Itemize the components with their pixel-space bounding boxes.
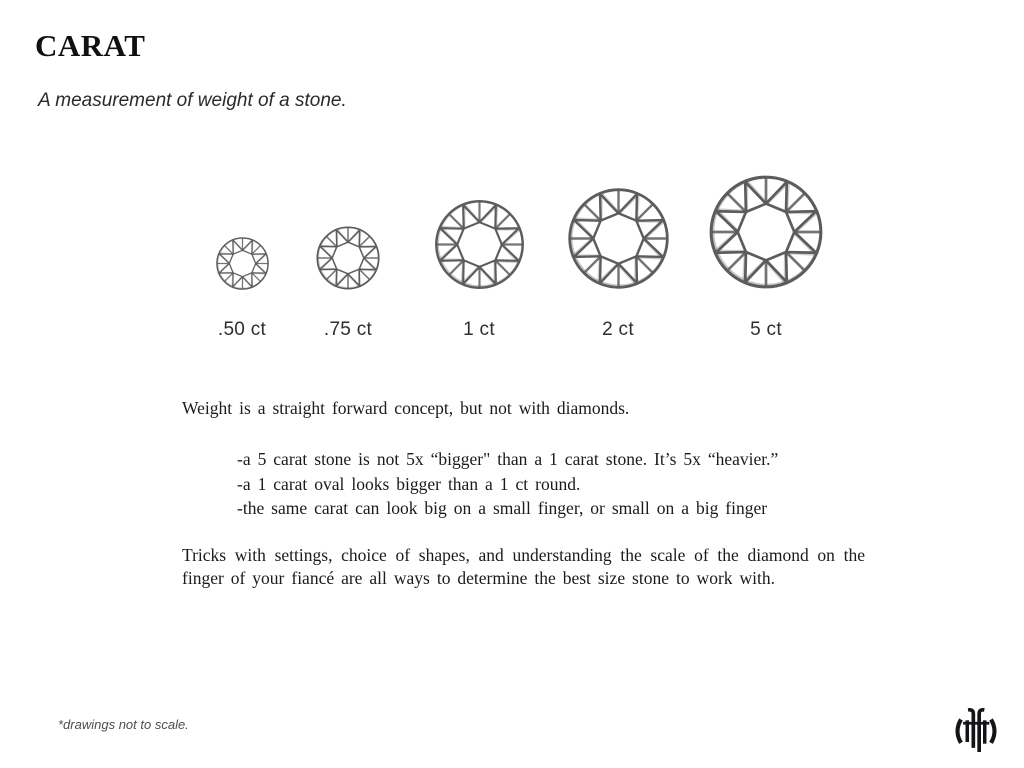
carat-label: 1 ct [463, 319, 495, 340]
bullet-item: -a 5 carat stone is not 5x “bigger" than a 1 carat stone. It’s 5x “heavier.” [237, 449, 779, 469]
diamond-sketch [433, 198, 526, 291]
diamond-sketch [707, 173, 825, 291]
closing-paragraph: Tricks with settings, choice of shapes, and understanding the scale of the diamond on the finger of your fiancé are all ways to determine the best size stone to work with. [182, 545, 865, 588]
carat-label: .75 ct [323, 319, 373, 340]
page-title: CARAT [35, 28, 146, 63]
subtitle: A measurement of weight of a stone. [38, 90, 347, 111]
footnote: *drawings not to scale. [58, 717, 189, 732]
bullet-item: -the same carat can look big on a small finger, or small on a big finger [237, 498, 768, 518]
diamond-sketch [215, 236, 270, 291]
bullet-list [237, 447, 778, 521]
monogram-logo-icon [951, 699, 1001, 755]
diamond-sketch [566, 186, 671, 291]
bullet-item: -a 1 carat oval looks bigger than a 1 ct round. [237, 473, 581, 494]
carat-label: 5 ct [750, 319, 782, 340]
carat-label: .50 ct [217, 319, 267, 340]
intro-paragraph: Weight is a straight forward concept, but not with diamonds. [182, 398, 630, 418]
diamond-sketch [315, 225, 381, 291]
carat-label: 2 ct [602, 319, 634, 340]
brand-logo [951, 699, 1001, 755]
